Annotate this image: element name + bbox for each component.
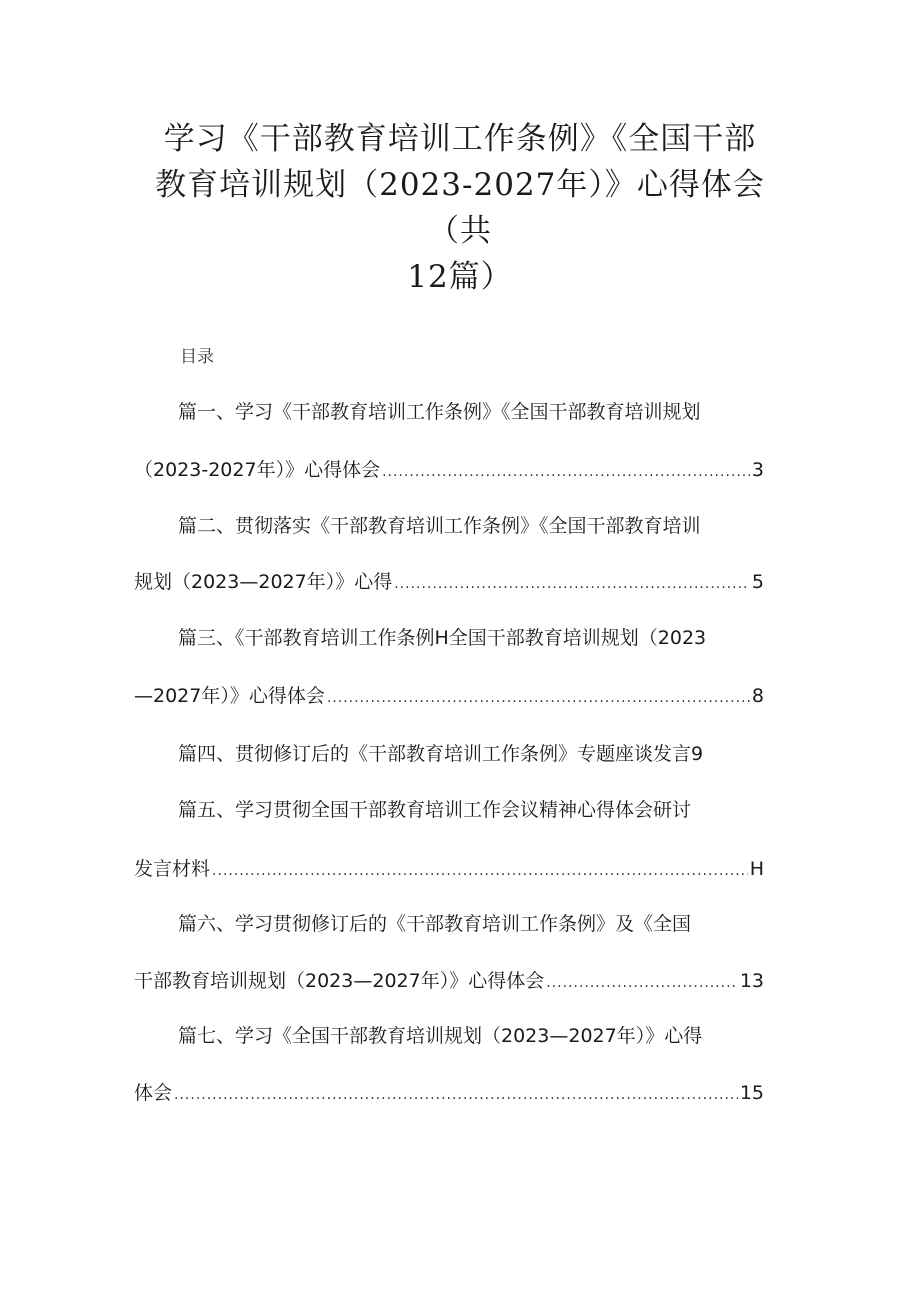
toc-entry-6-line-2[interactable]: [134, 967, 764, 997]
title-line-1: 学习《干部教育培训工作条例》《全国干部: [163, 121, 757, 157]
toc-leader-dots: [382, 458, 750, 486]
toc-entry-7-page: 15: [739, 1082, 764, 1104]
toc-entry-1-text: （2023-2027年）》心得体会: [134, 459, 381, 481]
toc-entry-6-line-1[interactable]: 篇六、学习贯彻修订后的《干部教育培训工作条例》及《全国: [178, 913, 692, 935]
toc-entry-5-line-2[interactable]: [134, 855, 764, 885]
toc-entry-3-page: 8: [751, 685, 764, 707]
title-line-3: （共: [428, 213, 492, 249]
toc-leader-dots: [394, 570, 750, 598]
toc-entry-5-text: 发言材料: [134, 858, 211, 880]
toc-entry-3-line-2[interactable]: [134, 682, 764, 712]
title-line-2: 教育培训规划（2023-2027年）》心得体会: [155, 167, 765, 203]
toc-leader-dots: [212, 857, 748, 885]
toc-leader-dots: [327, 684, 750, 712]
toc-leader-dots: [174, 1081, 738, 1109]
document-title: [0, 116, 920, 300]
toc-heading: 目录: [180, 347, 214, 367]
toc-entry-1-line-2[interactable]: [134, 456, 764, 486]
toc-entry-2-line-1[interactable]: 篇二、贯彻落实《干部教育培训工作条例》《全国干部教育培训: [178, 515, 701, 537]
toc-entry-6-page: 13: [739, 970, 764, 992]
toc-entry-2-line-2[interactable]: [134, 568, 764, 598]
toc-entry-5-line-1[interactable]: 篇五、学习贯彻全国干部教育培训工作会议精神心得体会研讨: [178, 799, 692, 821]
title-line-4: 12篇）: [407, 259, 513, 295]
toc-entry-2-text: 规划（2023—2027年）》心得: [134, 571, 393, 593]
toc-entry-4-line-1[interactable]: 篇四、贯彻修订后的《干部教育培训工作条例》专题座谈发言9: [178, 743, 704, 765]
toc-entry-7-line-1[interactable]: 篇七、学习《全国干部教育培训规划（2023—2027年）》心得: [178, 1025, 703, 1047]
toc-entry-2-page: 5: [751, 571, 764, 593]
toc-entry-7-line-2[interactable]: [134, 1079, 764, 1109]
toc-entry-6-text: 干部教育培训规划（2023—2027年）》心得体会: [134, 970, 545, 992]
toc-entry-3-line-1[interactable]: 篇三、《干部教育培训工作条例H全国干部教育培训规划（2023: [178, 627, 707, 649]
toc-leader-dots: [546, 969, 738, 997]
toc-entry-7-text: 体会: [134, 1082, 173, 1104]
toc-entry-3-text: —2027年）》心得体会: [134, 685, 325, 707]
toc-entry-1-page: 3: [751, 459, 764, 481]
toc-entry-1-line-1[interactable]: 篇一、学习《干部教育培训工作条例》《全国干部教育培训规划: [178, 401, 701, 423]
toc-entry-5-page: H: [749, 858, 764, 880]
